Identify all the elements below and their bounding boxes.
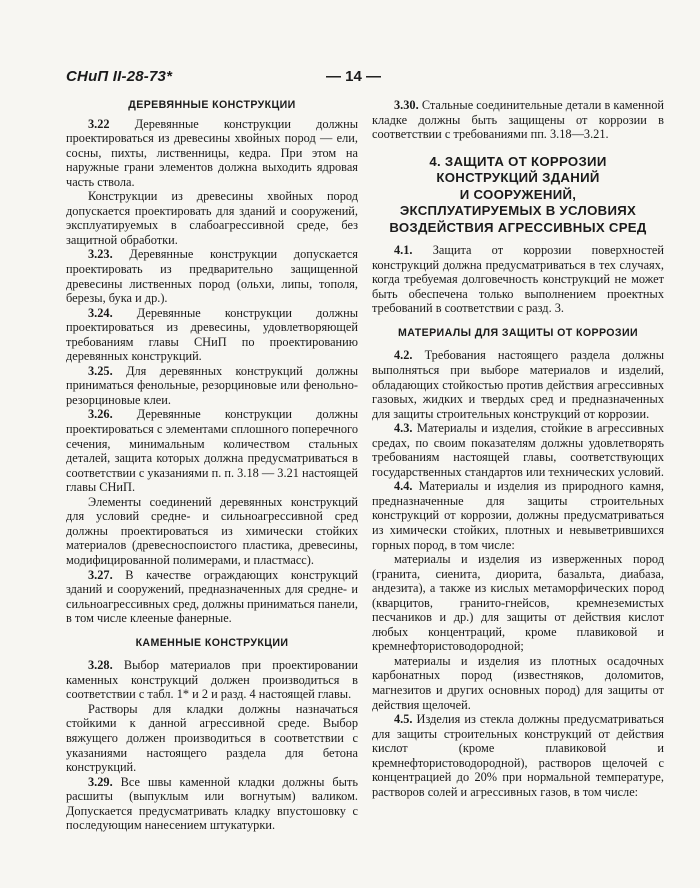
clause-number: 4.2. xyxy=(394,348,413,363)
section-title-line: КОНСТРУКЦИЙ ЗДАНИЙ xyxy=(436,170,600,186)
section-title-line: И СООРУЖЕНИЙ, xyxy=(459,186,577,202)
clause-3-30 xyxy=(372,98,664,142)
clause-text: Изделия из стекла должны предусматриваться для защиты строительных конструкций от действия кислот (кроме плавиковой и кремнефтористоводородной), растворов щелочей с концентрацией до 20% при нормальной температуре, растворов солей и агрессивных газов, в том числе: xyxy=(372,712,664,799)
clause-number: 4.5. xyxy=(394,712,413,727)
clause-number: 4.4. xyxy=(394,479,413,494)
left-column xyxy=(66,98,358,833)
page-number: — 14 — xyxy=(326,68,382,85)
clause-3-27 xyxy=(66,568,358,626)
clause-3-28-continued: Растворы для кладки должны назначаться стойкими к данной агрессивной среде. Выбор вяжущего должен производиться в соответствии с указаниями настоящего раздела для бетона конструкций. xyxy=(66,701,358,775)
clause-text: Для деревянных конструкций должны приниматься фенольные, резорциновые или фенольно-резорциновые клеи. xyxy=(66,363,358,407)
section-4-title xyxy=(372,154,664,237)
clause-number: 3.28. xyxy=(88,658,113,673)
clause-text: Деревянные конструкции должны проектироваться из древесины хвойных пород — ели, сосны, пихты, лиственницы, кедра. При этом на наружные грани элементов должна выходить ядровая часть ствола. xyxy=(66,116,358,189)
clause-4-4 xyxy=(372,479,664,552)
clause-text: Защита от коррозии поверхностей конструкций должна предусматриваться в тех случаях, когда требуемая долговечность конструкций не может быть обеспечена только выполнением проектных требований в соответствии с разд. 3. xyxy=(372,243,664,316)
clause-4-2 xyxy=(372,348,664,421)
clause-number: 3.23. xyxy=(88,247,113,262)
clause-text: Деревянные конструкции должны проектироваться из древесины, удовлетворяющей требованиям главы СНиП по проектированию деревянных конструкций. xyxy=(66,305,358,364)
right-column xyxy=(372,98,664,799)
clause-number: 3.25. xyxy=(88,363,113,378)
clause-number: 3.29. xyxy=(88,774,113,789)
clause-3-22 xyxy=(66,117,358,190)
clause-4-3 xyxy=(372,421,664,479)
clause-3-23 xyxy=(66,247,358,305)
clause-text: Выбор материалов при проектировании каменных конструкций должен производиться в соответствии с табл. 1* и 2 и разд. 4 настоящей главы. xyxy=(66,658,358,702)
clause-text: Все швы каменной кладки должны быть расшиты (выпуклым или вогнутым) валиком. Допускается предусматривать кладку впустошовку с последующим нанесением штукатурки. xyxy=(66,774,358,833)
clause-text: В качестве ограждающих конструкций зданий и сооружений, предназначенных для средне- и сильноагрессивных сред, должны приниматься панели, в том числе клееные фанерные. xyxy=(66,567,358,626)
clause-text: Деревянные конструкции должны проектироваться с элементами сплошного поперечного сечения, минимальным количеством стальных деталей, защита которых должна предусматриваться в соответствии с указаниями п. п. 3.18 — 3.21 настоящей главы СНиП. xyxy=(66,407,358,495)
clause-text: Деревянные конструкции допускается проектировать из предварительно защищенной древесины лиственных пород (ольхи, липы, тополя, березы, бука и др.). xyxy=(66,247,358,306)
clause-3-24 xyxy=(66,306,358,364)
document-code: СНиП II-28-73* xyxy=(66,68,173,85)
heading-protection-materials: МАТЕРИАЛЫ ДЛЯ ЗАЩИТЫ ОТ КОРРОЗИИ xyxy=(398,326,638,339)
clause-text: Требования настоящего раздела должны выполняться при выборе материалов и изделий, обладающих стойкостью против действия агрессивных газовых, жидких и твердых сред и предназначенных для защиты строительных конструкций от коррозии. xyxy=(372,348,664,421)
section-title-line: ВОЗДЕЙСТВИЯ АГРЕССИВНЫХ СРЕД xyxy=(389,219,647,235)
clause-text: Стальные соединительные детали в каменной кладке должны быть защищены от коррозии в соответствии с требованиями пп. 3.18—3.21. xyxy=(372,98,664,142)
clause-number: 3.24. xyxy=(88,305,113,320)
clause-number: 3.27. xyxy=(88,567,113,582)
clause-3-22-continued: Конструкции из древесины хвойных пород допускается проектировать для зданий и сооружений, эксплуатируемых в слабоагрессивной среде, без защитной обработки. xyxy=(66,189,358,247)
clause-text: Материалы и изделия, стойкие в агрессивных средах, по своим показателям должны удовлетворять требованиям настоящей главы, соответствующих государственных стандартов или технических условий. xyxy=(372,421,664,479)
clause-number: 3.22 xyxy=(88,116,110,131)
clause-3-29 xyxy=(66,775,358,833)
clause-text: Материалы и изделия из природного камня, предназначенные для защиты строительных конструкций от коррозии, должны предусматриваться из химически стойких, плотных и невыветрившихся горных пород, в том числе: xyxy=(372,479,664,552)
clause-4-5 xyxy=(372,712,664,799)
clause-3-28 xyxy=(66,658,358,702)
heading-wood-structures: ДЕРЕВЯННЫЕ КОНСТРУКЦИИ xyxy=(128,99,296,111)
clause-number: 4.1. xyxy=(394,243,413,258)
clause-number: 4.3. xyxy=(394,421,413,436)
clause-4-1 xyxy=(372,243,664,316)
section-title-line: ЭКСПЛУАТИРУЕМЫХ В УСЛОВИЯХ xyxy=(399,203,637,219)
section-title-line: 4. ЗАЩИТА ОТ КОРРОЗИИ xyxy=(429,153,607,169)
clause-number: 3.30. xyxy=(394,98,419,112)
heading-stone-structures: КАМЕННЫЕ КОНСТРУКЦИИ xyxy=(135,636,289,649)
clause-number: 3.26. xyxy=(88,407,113,422)
clause-3-25 xyxy=(66,364,358,408)
clause-3-26 xyxy=(66,407,358,494)
page-header xyxy=(56,68,666,90)
clause-3-26-continued: Элементы соединений деревянных конструкций для условий средне- и сильноагрессивной сред должны проектироваться из химически стойких материалов (древесноспоистого пластика, древесины, модифицированной полимерами, и пластмасс). xyxy=(66,494,358,567)
clause-4-4-carbonate: материалы и изделия из плотных осадочных карбонатных пород (известняков, доломитов, магнезитов и других основных пород) для защиты от действия щелочей. xyxy=(372,653,664,712)
clause-4-4-igneous: материалы и изделия из изверженных пород (гранита, сиенита, диорита, базальта, диабаза, андезита), а также из кислых метаморфических пород (кварцитов, гранито-гнейсов, кремнеземистых песчаников и др.) для защиты от действия кислот любых концентраций, кроме плавиковой и кремнефтористоводородной; xyxy=(372,552,664,654)
